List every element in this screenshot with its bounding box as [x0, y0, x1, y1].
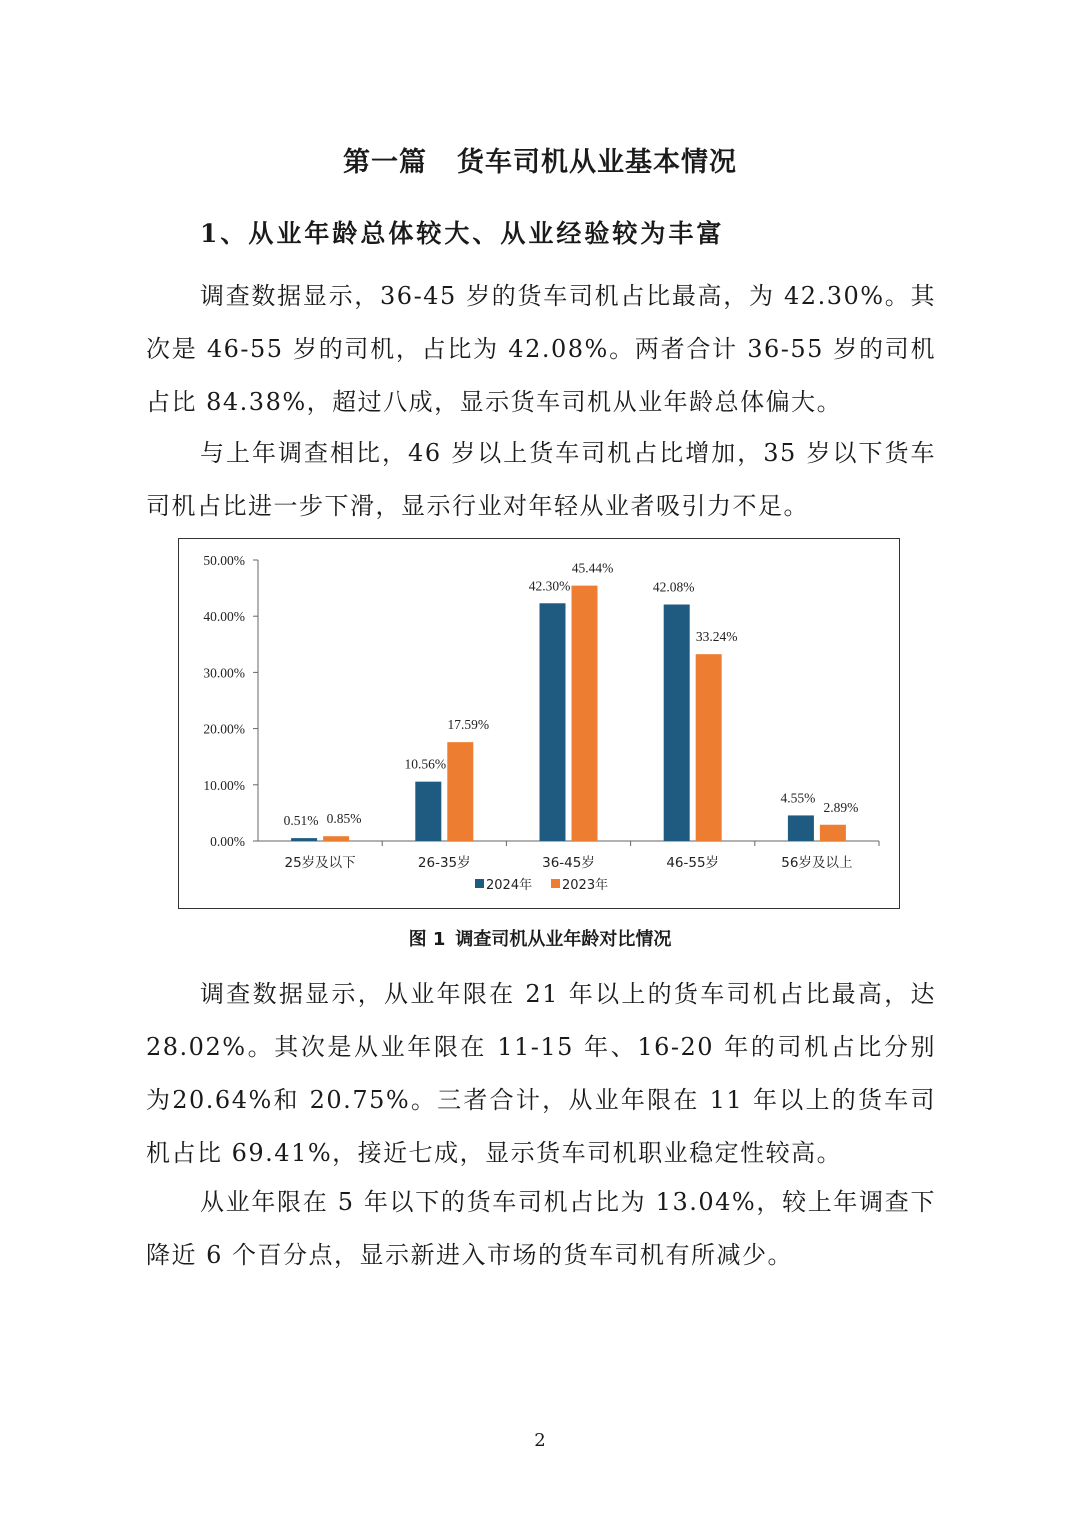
legend-label: 2023年 [562, 878, 609, 893]
chart-svg [179, 539, 899, 908]
y-tick-label: 0.00% [210, 834, 245, 849]
bar-2023 [696, 654, 722, 841]
paragraph: 与上年调查相比，46 岁以上货车司机占比增加，35 岁以下货车司机占比进一步下滑，显示行业对年轻从业者吸引力不足。 [146, 439, 936, 520]
section-title: 1、从业年龄总体较大、从业经验较为丰富 [200, 219, 725, 248]
paragraph: 调查数据显示，从业年限在 21 年以上的货车司机占比最高，达28.02%。其次是从业年限在 11-15 年、16-20 年的司机占比分别为20.64%和 20.75%。三者合计，从业年限在 11 年以上的货车司机占比 69.41%，接近七成，显示货车司机职业稳定性较高。 [146, 980, 936, 1167]
x-category-label: 46-55岁 [666, 855, 720, 871]
data-label-2024: 42.08% [652, 579, 695, 595]
paragraph: 从业年限在 5 年以下的货车司机占比为 13.04%，较上年调查下降近 6 个百分点，显示新进入市场的货车司机有所减少。 [146, 1188, 936, 1269]
part-title [0, 140, 1080, 179]
age-bar-chart [178, 538, 900, 909]
data-label-2024: 4.55% [780, 790, 816, 806]
x-category-label: 56岁及以上 [781, 855, 853, 871]
figure-caption-text: 调查司机从业年龄对比情况 [455, 929, 672, 950]
data-label-2023: 2.89% [823, 799, 859, 815]
y-tick-label: 20.00% [203, 721, 245, 737]
x-category-label: 25岁及以下 [284, 855, 356, 871]
y-tick-label: 10.00% [203, 777, 245, 793]
paragraph: 调查数据显示，36-45 岁的货车司机占比最高，为 42.30%。其次是 46-55 岁的司机，占比为 42.08%。两者合计 36-55 岁的司机占比 84.38%，超过八成，显示货车司机从业年龄总体偏大。 [146, 282, 936, 416]
bar-2024 [291, 838, 317, 841]
data-label-2023: 17.59% [447, 717, 490, 733]
data-label-2023: 0.85% [326, 811, 362, 827]
legend-label: 2024年 [486, 878, 533, 893]
legend-swatch-0 [475, 879, 484, 888]
data-label-2024: 10.56% [404, 756, 447, 772]
data-label-2024: 0.51% [283, 813, 319, 829]
bar-2024 [415, 782, 441, 841]
bar-2024 [540, 603, 566, 841]
x-category-label: 26-35岁 [417, 855, 471, 871]
x-category-label: 36-45岁 [542, 855, 595, 871]
bar-2024 [664, 605, 690, 841]
figure-caption [0, 925, 1080, 951]
bar-2024 [788, 815, 814, 841]
y-tick-label: 30.00% [203, 665, 245, 681]
legend-swatch-1 [551, 879, 560, 888]
y-tick-label: 40.00% [203, 609, 245, 625]
page-number: 2 [534, 1430, 546, 1451]
data-label-2023: 33.24% [695, 629, 738, 645]
y-tick-label: 50.00% [203, 553, 245, 568]
part-title-text: 货车司机从业基本情况 [457, 147, 737, 178]
data-label-2023: 45.44% [571, 560, 614, 576]
bar-2023 [323, 836, 349, 841]
data-label-2024: 42.30% [528, 578, 571, 594]
bar-2023 [572, 586, 598, 841]
part-title-prefix: 第一篇 [343, 147, 427, 178]
bar-2023 [820, 825, 846, 841]
figure-number: 图 1 [408, 929, 446, 950]
bar-2023 [447, 742, 473, 841]
